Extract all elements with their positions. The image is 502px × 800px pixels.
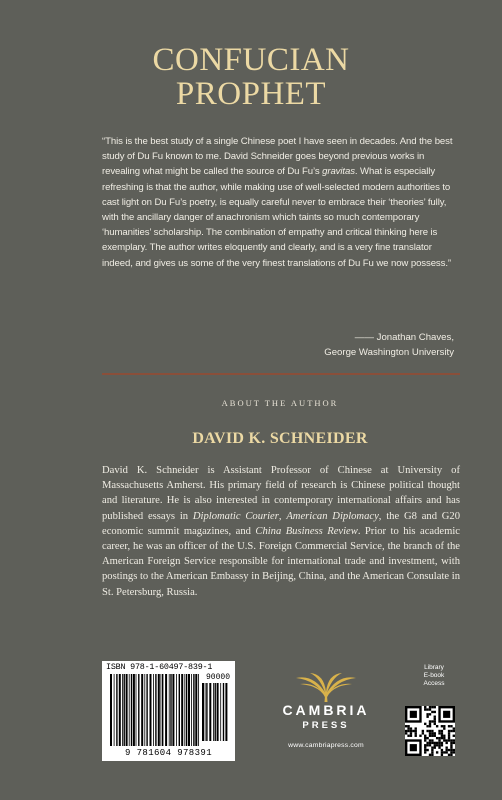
publisher-name: CAMBRIA: [282, 702, 370, 718]
publisher-url: www.cambriapress.com: [288, 742, 364, 749]
price-barcode-bars: [202, 683, 230, 743]
quote-attribution-affiliation: George Washington University: [324, 347, 454, 358]
isbn-label: ISBN 978-1-60497-839-1: [106, 662, 213, 672]
endorsement-quote: “This is the best study of a single Chinese poet I have seen in decades. And the best study of Du Fu known to me. David Schneider goes beyond previous works in revealing what might be called the source of Du Fu’s gravitas. What is especially refreshing is that the author, while making use of well-selected modern authorities to cast light on Du Fu’s poetry, is equally careful never to embrace their ‘theories’ fully, with the ancillary danger of anachronism which taints so much contemporary ‘humanities’ scholarship. The combination of empathy and critical thinking here is exemplary. The author writes eloquently and clearly, and is a very fine translator indeed, and gives us some of the very finest translations of Du Fu we now possess.”: [102, 136, 453, 269]
about-heading: ABOUT THE AUTHOR: [221, 398, 339, 408]
author-bio: David K. Schneider is Assistant Professor of Chinese at University of Massachusetts Amherst. His primary field of research is Chinese political thought and literature. He is also interested in contemporary international affairs and has published essays in Diplomatic Courier, American Diplomacy, the G8 and G20 economic summit magazines, and China Business Review. Prior to his academic career, he was an officer of the U.S. Foreign Commercial Service, the branch of the American Foreign Service responsible for international trade and investment, with postings to the American Embassy in Beijing, China, and the American Consulate in St. Petersburg, Russia.: [102, 465, 461, 598]
quote-attribution-name: —— Jonathan Chaves,: [354, 332, 454, 343]
barcode-digits: 9 781604 978391: [124, 748, 212, 758]
title-line-1: CONFUCIAN: [152, 42, 350, 78]
ebook-access-label: Library E-book Access: [423, 664, 445, 687]
price-code: 90000: [205, 673, 230, 682]
qr-code-icon: [405, 706, 455, 756]
cambria-leaf-logo-icon: [292, 672, 360, 702]
divider-rule: [102, 373, 460, 375]
author-name: DAVID K. SCHNEIDER: [192, 430, 368, 447]
isbn-barcode: [102, 661, 235, 761]
barcode-bars: [110, 674, 200, 748]
publisher-press: PRESS: [302, 720, 350, 731]
title-line-2: PROPHET: [175, 76, 327, 112]
quote-italic-term: gravitas: [322, 166, 355, 178]
